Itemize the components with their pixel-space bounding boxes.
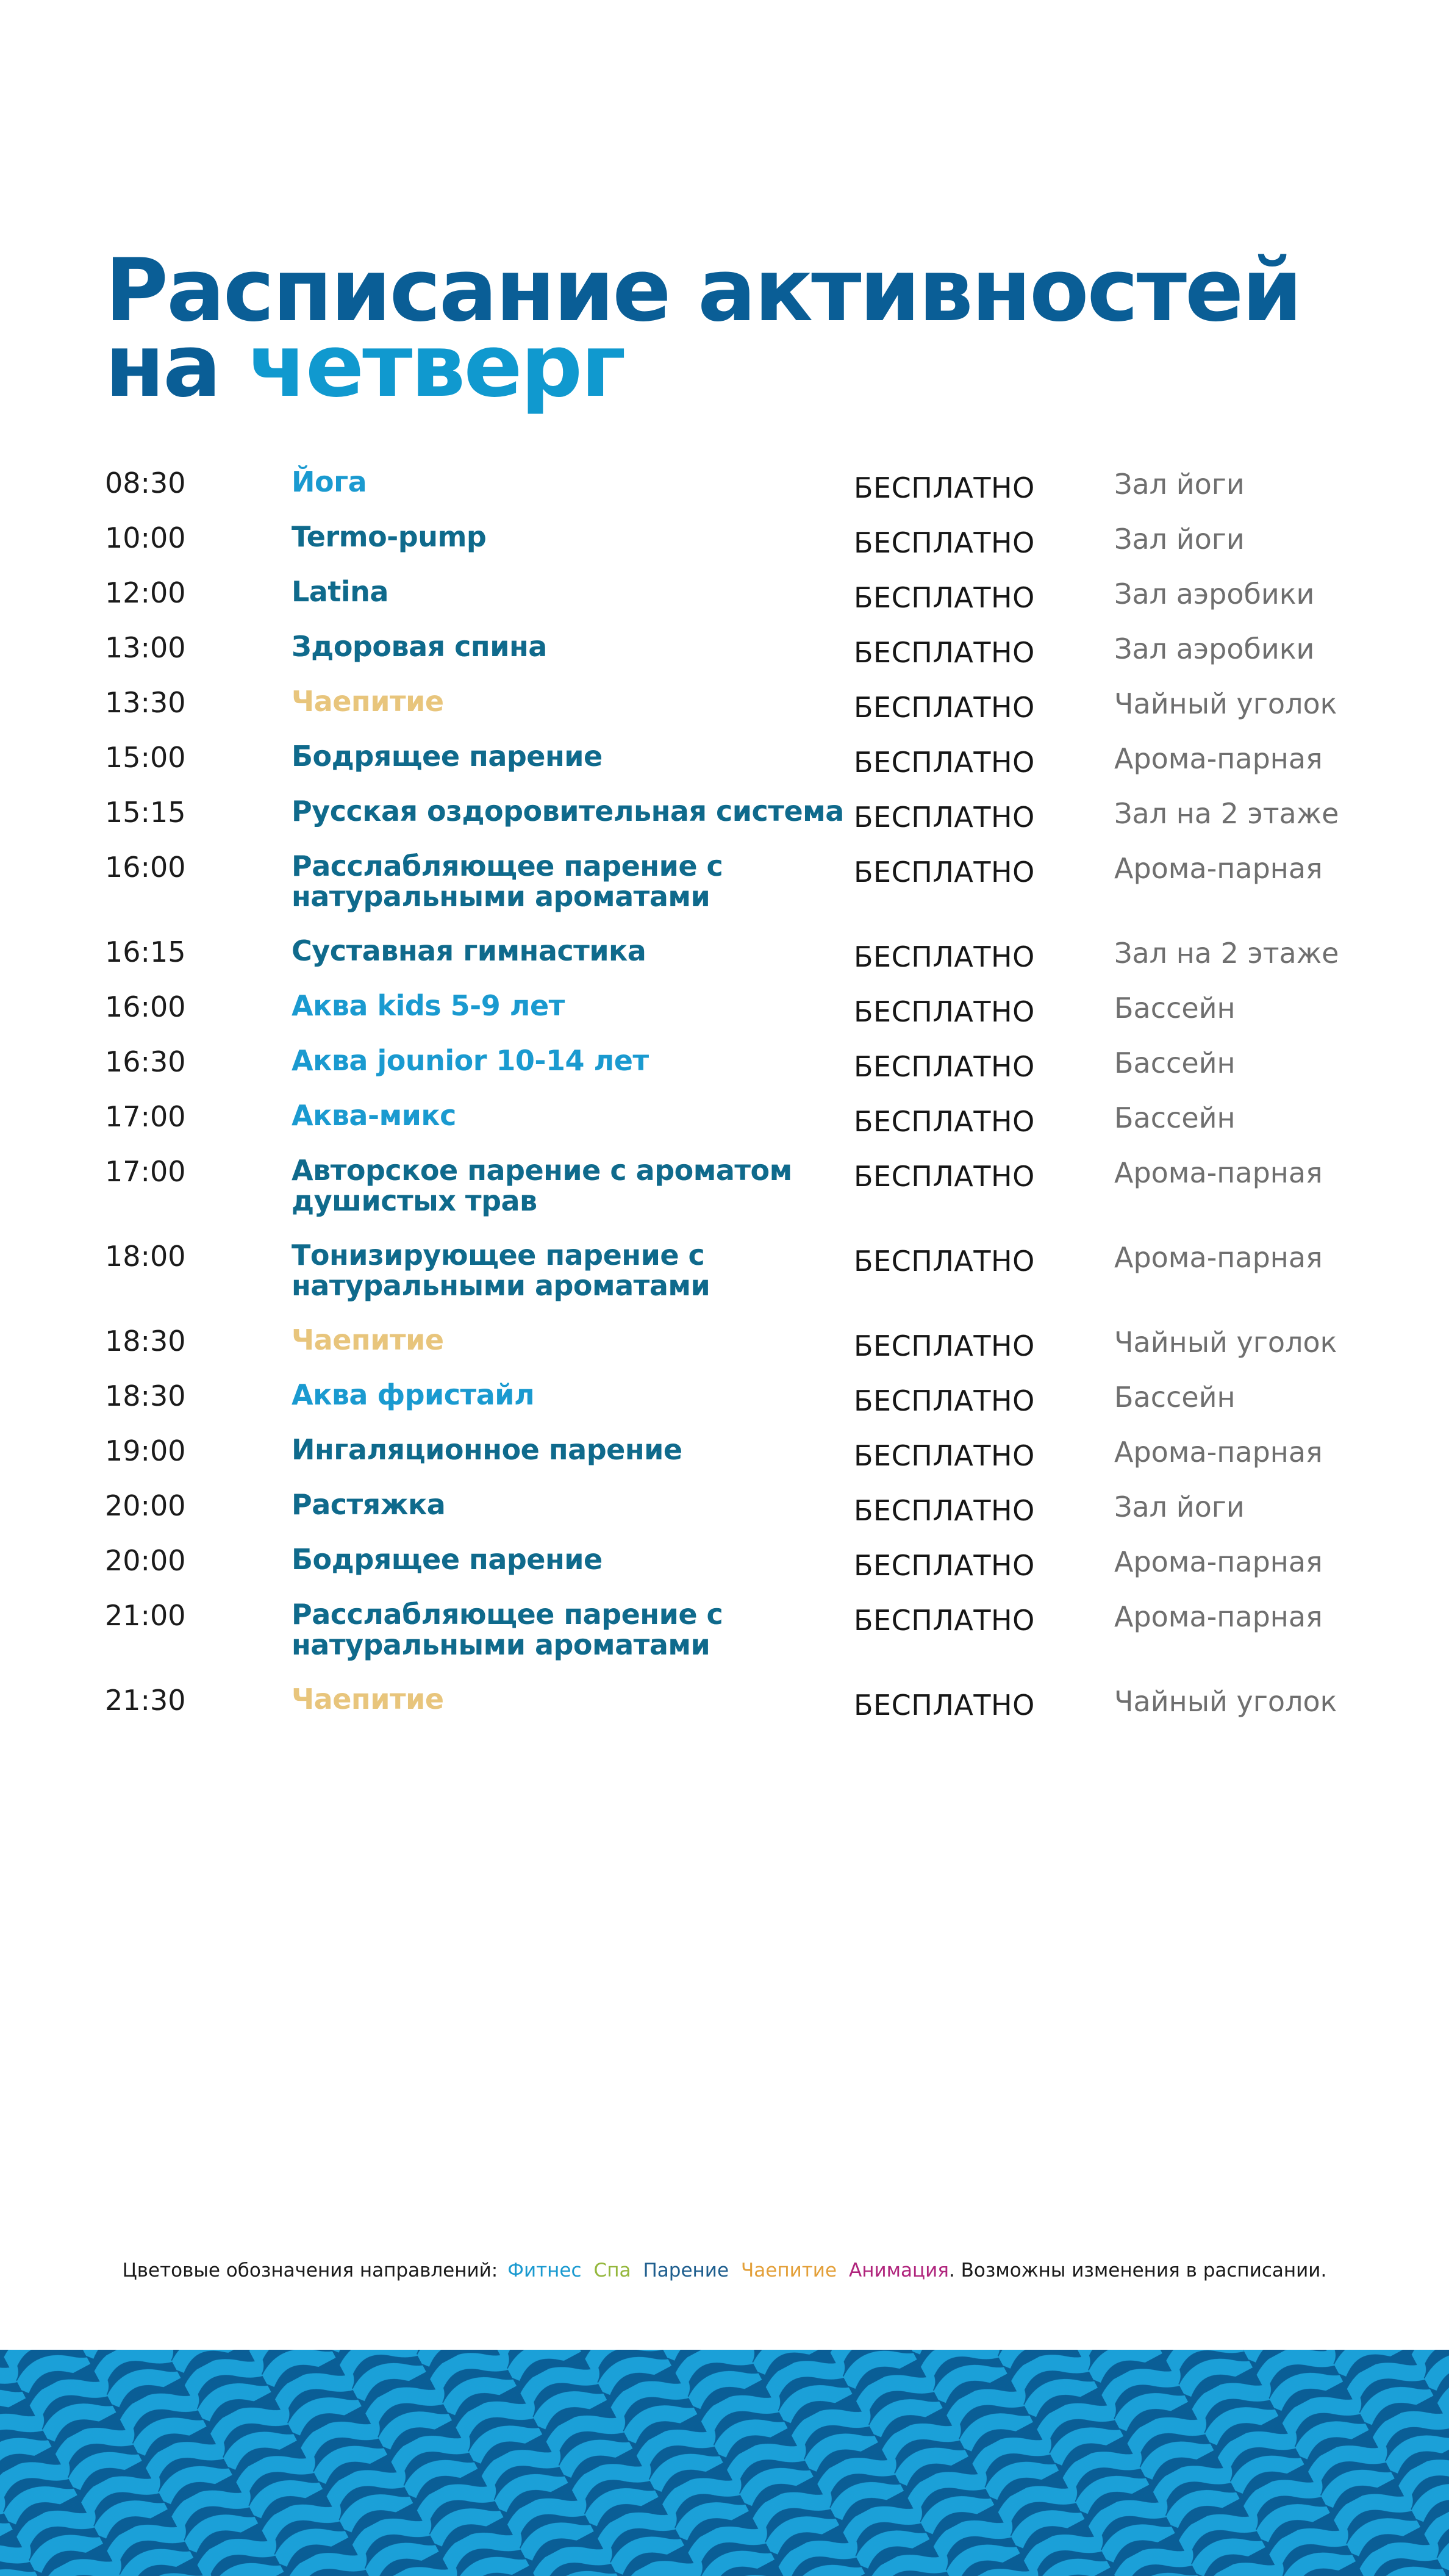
activity-price: БЕСПЛАТНО: [854, 1494, 1035, 1527]
activity-name: [292, 1325, 444, 1355]
activity-name-line-1: Русская оздоровительная система: [292, 795, 844, 828]
activity-time: 13:00: [105, 631, 186, 664]
activity-time: 20:00: [105, 1544, 186, 1577]
activity-name: [292, 851, 723, 912]
activity-price: БЕСПЛАТНО: [854, 1329, 1035, 1362]
title-day: четверг: [248, 316, 624, 417]
activity-time: 13:30: [105, 686, 186, 719]
activity-name-line-1: Аква фристайл: [292, 1378, 535, 1411]
activity-name: [292, 1684, 444, 1714]
activity-name-line-1: Бодрящее парение: [292, 740, 603, 773]
activity-price: БЕСПЛАТНО: [854, 1604, 1035, 1637]
activity-name-line-1: Чаепитие: [292, 1683, 444, 1716]
activity-time: 16:00: [105, 990, 186, 1023]
legend-tea: Чаепитие: [741, 2259, 837, 2281]
activity-location: Зал на 2 этаже: [1114, 797, 1339, 830]
activity-name: [292, 631, 547, 662]
activity-time: 18:00: [105, 1240, 186, 1273]
activity-location: Чайный уголок: [1114, 687, 1337, 720]
activity-location: Зал йоги: [1114, 523, 1245, 556]
activity-name-line-1: Здоровая спина: [292, 630, 547, 663]
activity-name-line-1: Йога: [292, 465, 367, 498]
activity-name-line-1: Чаепитие: [292, 1323, 444, 1356]
activity-location: Зал йоги: [1114, 468, 1245, 501]
activity-time: 18:30: [105, 1325, 186, 1358]
activity-price: БЕСПЛАТНО: [854, 1439, 1035, 1472]
activity-name-line-1: Авторское парение с ароматом: [292, 1154, 792, 1187]
activity-name-line-1: Чаепитие: [292, 685, 444, 718]
activity-name: [292, 1434, 682, 1465]
activity-time: 21:00: [105, 1599, 186, 1632]
activity-price: БЕСПЛАТНО: [854, 801, 1035, 834]
legend-suffix: . Возможны изменения в расписании.: [948, 2259, 1327, 2281]
activity-location: Зал аэробики: [1114, 578, 1315, 610]
activity-name-line-1: Аква kids 5-9 лет: [292, 989, 565, 1022]
wave-pattern-decoration: [0, 2350, 1449, 2576]
activity-location: Бассейн: [1114, 1046, 1236, 1079]
activity-time: 19:00: [105, 1434, 186, 1467]
activity-name: [292, 1045, 649, 1076]
activity-name: [292, 1544, 603, 1575]
activity-time: 15:00: [105, 741, 186, 774]
activity-name: [292, 521, 486, 552]
legend-fitness: Фитнес: [507, 2259, 582, 2281]
activity-location: Арома-парная: [1114, 852, 1323, 885]
title-line-1: Расписание активностей: [105, 240, 1301, 341]
activity-price: БЕСПЛАТНО: [854, 1384, 1035, 1417]
activity-time: 16:00: [105, 851, 186, 884]
activity-name: [292, 686, 444, 717]
activity-price: БЕСПЛАТНО: [854, 526, 1035, 559]
activity-name-line-1: Ингаляционное парение: [292, 1433, 682, 1466]
activity-name-line-1: Аква-микс: [292, 1099, 456, 1132]
activity-price: БЕСПЛАТНО: [854, 995, 1035, 1028]
activity-time: 20:00: [105, 1489, 186, 1522]
legend-animation: Анимация: [849, 2259, 949, 2281]
activity-name-line-2: душистых трав: [292, 1184, 537, 1217]
title-line-2-prefix: на: [105, 316, 248, 417]
activity-name-line-1: Termo-pump: [292, 520, 487, 553]
activity-location: Зал аэробики: [1114, 632, 1315, 665]
activity-name-line-2: натуральными ароматами: [292, 1269, 710, 1302]
activity-name: [292, 796, 844, 826]
activity-time: 17:00: [105, 1100, 186, 1133]
activity-name: [292, 576, 388, 607]
activity-location: Бассейн: [1114, 992, 1236, 1025]
legend-spa: Спа: [593, 2259, 631, 2281]
activity-location: Бассейн: [1114, 1101, 1236, 1134]
activity-name-line-1: Расслабляющее парение с: [292, 850, 723, 882]
activity-time: 12:00: [105, 576, 186, 609]
activity-name: [292, 1489, 445, 1520]
activity-time: 16:30: [105, 1045, 186, 1078]
activity-name: [292, 1240, 710, 1301]
color-legend: [0, 2259, 1449, 2281]
activity-name-line-2: натуральными ароматами: [292, 880, 710, 913]
wave-fill: [0, 2350, 1449, 2576]
activity-name: [292, 1599, 723, 1660]
page-title: [105, 240, 1301, 417]
activity-time: 18:30: [105, 1379, 186, 1412]
activity-price: БЕСПЛАТНО: [854, 856, 1035, 889]
activity-price: БЕСПЛАТНО: [854, 471, 1035, 504]
activity-location: Арома-парная: [1114, 1241, 1323, 1274]
activity-price: БЕСПЛАТНО: [854, 1549, 1035, 1582]
activity-time: 17:00: [105, 1155, 186, 1188]
activity-location: Арома-парная: [1114, 1156, 1323, 1189]
activity-time: 15:15: [105, 796, 186, 829]
activity-location: Чайный уголок: [1114, 1326, 1337, 1359]
activity-price: БЕСПЛАТНО: [854, 940, 1035, 973]
activity-name: [292, 990, 565, 1021]
activity-price: БЕСПЛАТНО: [854, 691, 1035, 724]
activity-price: БЕСПЛАТНО: [854, 746, 1035, 779]
activity-name-line-1: Растяжка: [292, 1488, 446, 1521]
activity-price: БЕСПЛАТНО: [854, 1050, 1035, 1083]
activity-price: БЕСПЛАТНО: [854, 1160, 1035, 1193]
activity-location: Арома-парная: [1114, 1545, 1323, 1578]
activity-name-line-2: натуральными ароматами: [292, 1628, 710, 1661]
activity-time: 21:30: [105, 1684, 186, 1717]
activity-price: БЕСПЛАТНО: [854, 1245, 1035, 1278]
activity-name: [292, 1379, 534, 1410]
activity-price: БЕСПЛАТНО: [854, 1689, 1035, 1722]
legend-steam: Парение: [643, 2259, 729, 2281]
activity-name-line-1: Аква jounior 10-14 лет: [292, 1044, 649, 1077]
activity-time: 10:00: [105, 521, 186, 554]
activity-name-line-1: Суставная гимнастика: [292, 934, 646, 967]
activity-name: [292, 741, 603, 771]
activity-location: Чайный уголок: [1114, 1685, 1337, 1718]
activity-name: [292, 467, 367, 497]
activity-name-line-1: Latina: [292, 575, 388, 608]
activity-location: Бассейн: [1114, 1381, 1236, 1414]
activity-location: Арома-парная: [1114, 1436, 1323, 1469]
activity-time: 08:30: [105, 467, 186, 499]
activity-name-line-1: Тонизирующее парение с: [292, 1239, 705, 1272]
activity-price: БЕСПЛАТНО: [854, 581, 1035, 614]
activity-name-line-1: Бодрящее парение: [292, 1543, 603, 1576]
activity-price: БЕСПЛАТНО: [854, 636, 1035, 669]
activity-name: [292, 1100, 456, 1131]
activity-location: Арома-парная: [1114, 1600, 1323, 1633]
activity-name: [292, 1155, 792, 1216]
activity-time: 16:15: [105, 936, 186, 968]
activity-location: Арома-парная: [1114, 742, 1323, 775]
legend-prefix: Цветовые обозначения направлений:: [122, 2259, 498, 2281]
activity-location: Зал на 2 этаже: [1114, 937, 1339, 970]
activity-price: БЕСПЛАТНО: [854, 1105, 1035, 1138]
activity-location: Зал йоги: [1114, 1490, 1245, 1523]
activity-name-line-1: Расслабляющее парение с: [292, 1598, 723, 1631]
activity-name: [292, 936, 646, 966]
